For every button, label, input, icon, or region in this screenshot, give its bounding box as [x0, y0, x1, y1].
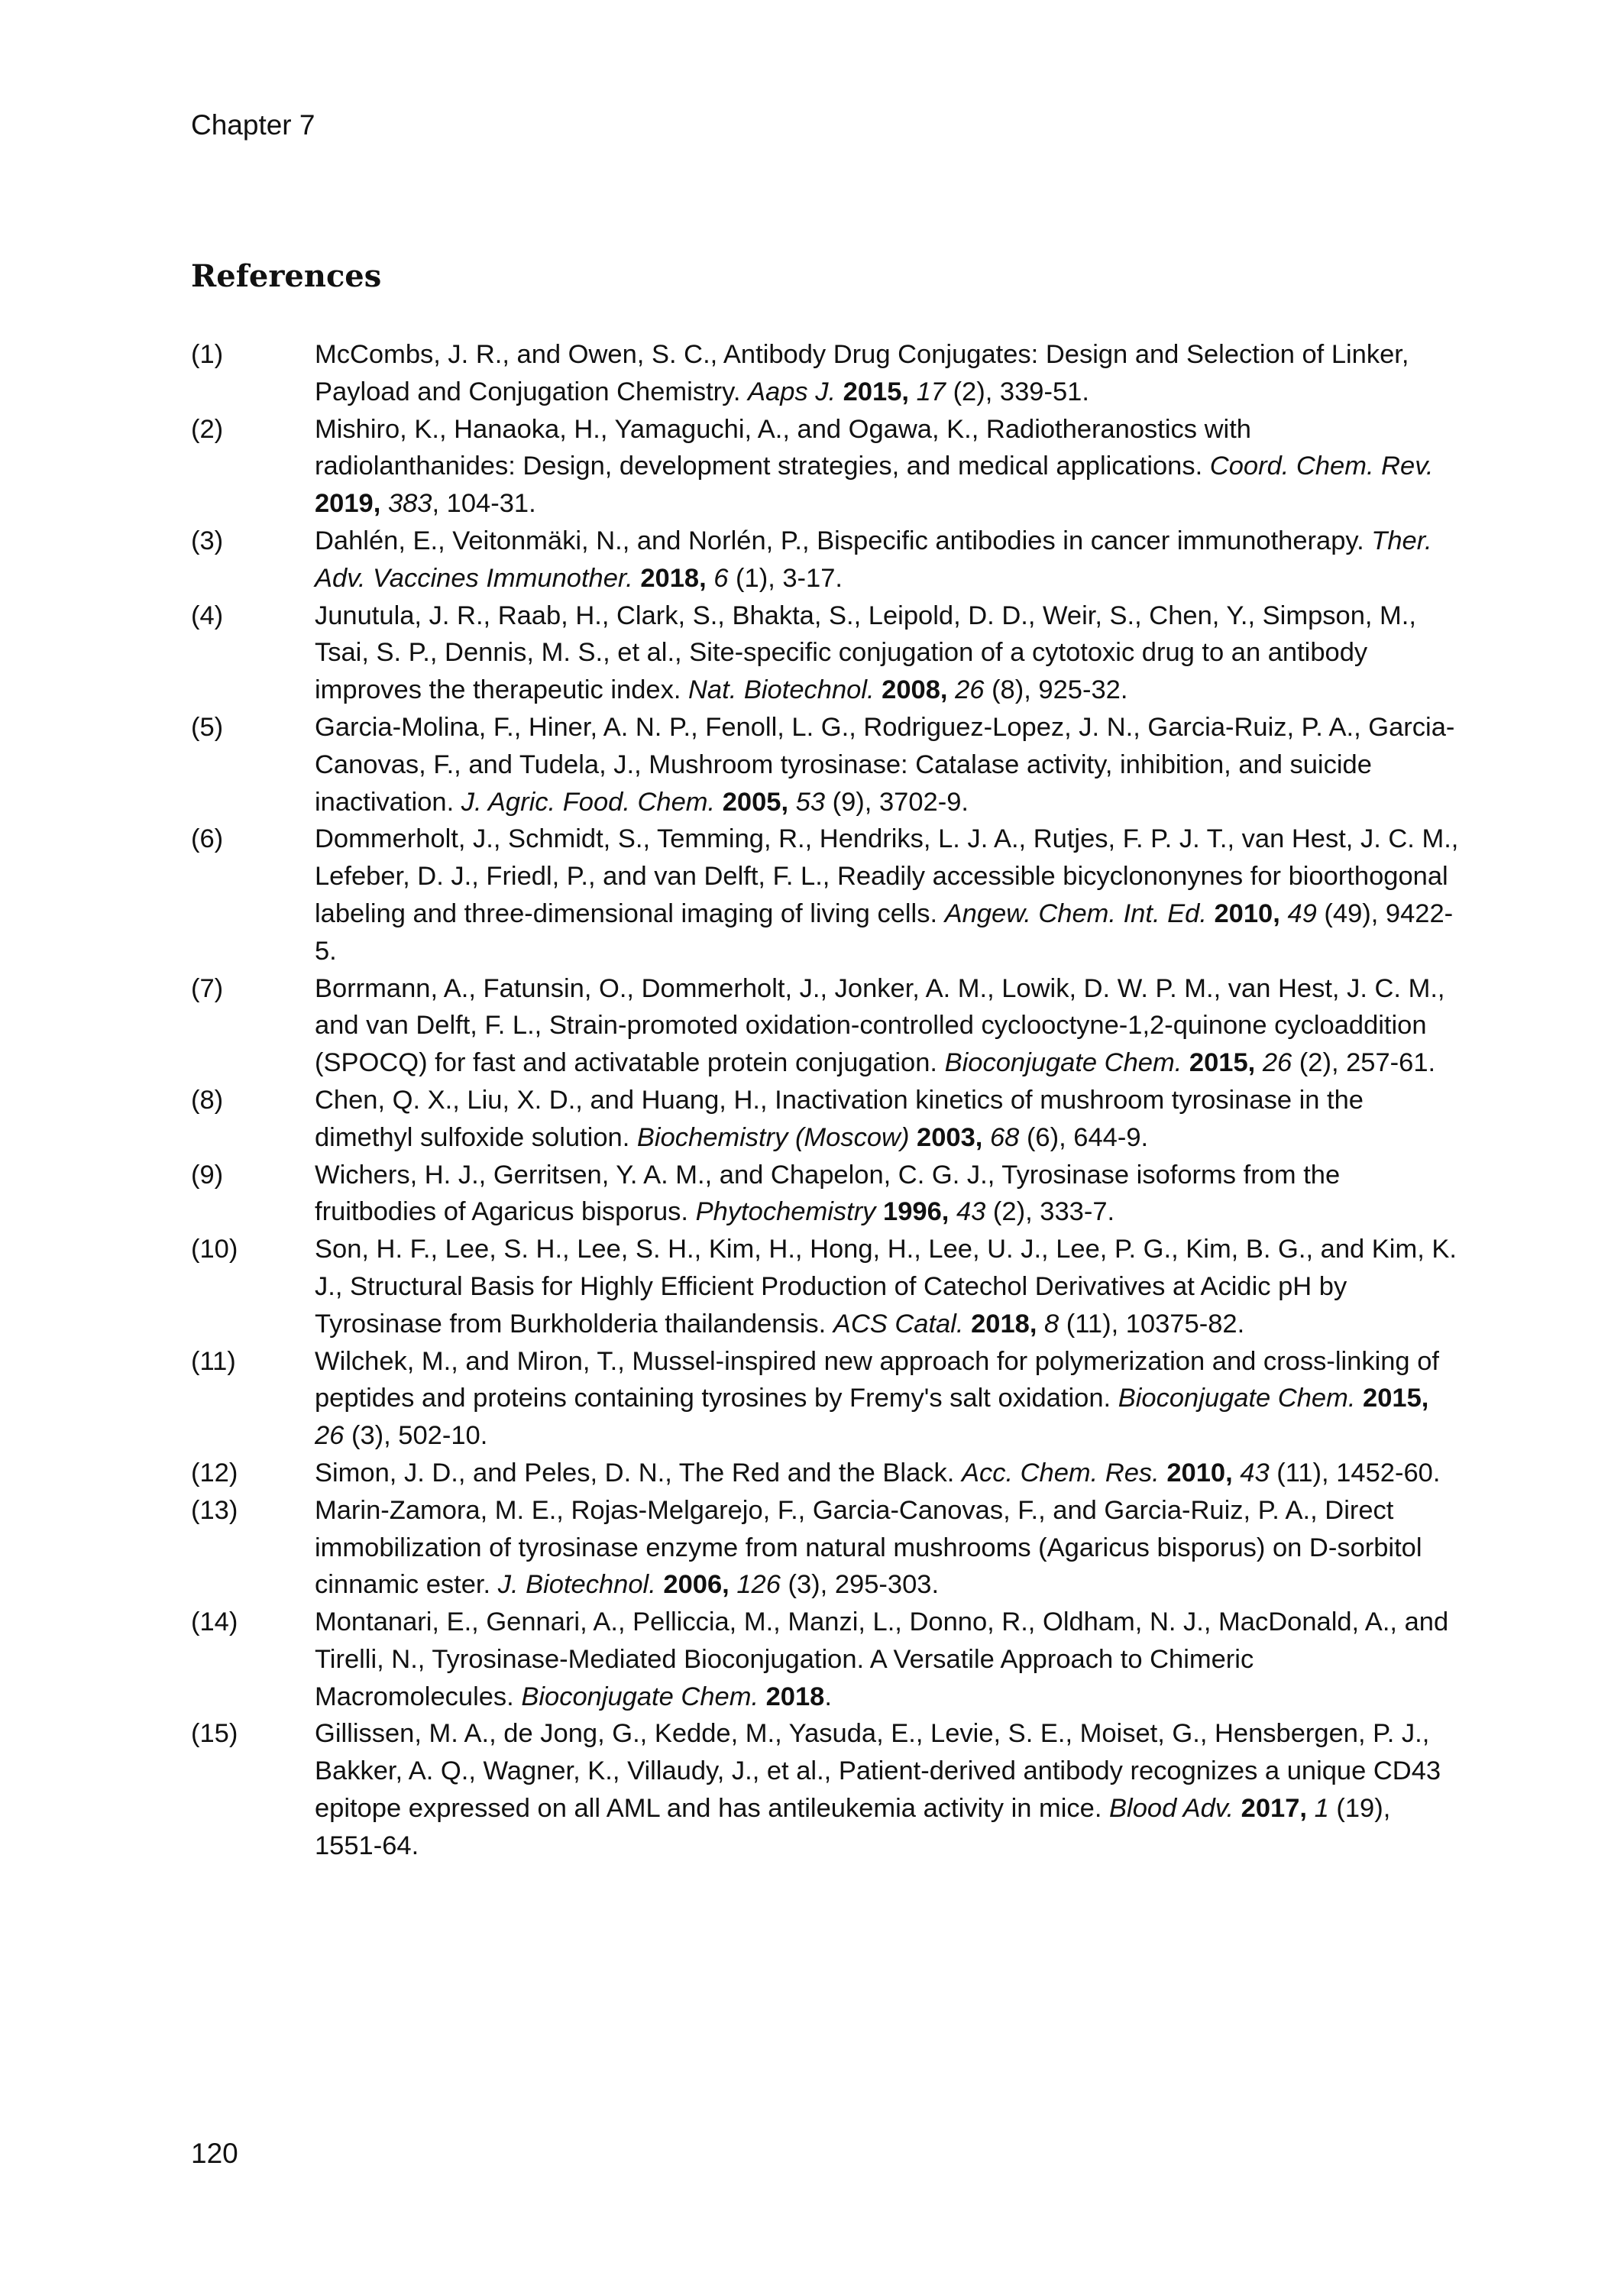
- reference-item: [191, 970, 1459, 1082]
- reference-item: [191, 1157, 1459, 1232]
- reference-item: [191, 1343, 1459, 1455]
- reference-segment: [788, 788, 796, 817]
- reference-text: [315, 411, 1459, 523]
- reference-number: (15): [191, 1719, 238, 1749]
- reference-segment: Simon, J. D., and Peles, D. N., The Red and the Black.: [315, 1458, 962, 1488]
- reference-number: (12): [191, 1458, 238, 1488]
- reference-segment: (1), 3-17.: [728, 563, 843, 593]
- reference-italic-segment: Bioconjugate Chem.: [521, 1682, 759, 1711]
- reference-text: [315, 1715, 1459, 1864]
- reference-text: [315, 1492, 1459, 1604]
- reference-italic-segment: Angew. Chem. Int. Ed.: [944, 898, 1207, 928]
- reference-number: (3): [191, 526, 224, 555]
- reference-item: [191, 1604, 1459, 1715]
- reference-segment: [1233, 1458, 1241, 1488]
- reference-bold-segment: 2018,: [971, 1309, 1037, 1339]
- reference-bold-segment: 2018,: [640, 563, 707, 593]
- reference-bold-segment: 1996,: [883, 1197, 949, 1227]
- reference-text: [315, 1157, 1459, 1232]
- reference-bold-segment: 2003,: [917, 1122, 983, 1152]
- reference-italic-segment: Acc. Chem. Res.: [961, 1458, 1160, 1488]
- reference-number: (2): [191, 414, 224, 444]
- reference-segment: (3), 502-10.: [344, 1421, 488, 1451]
- reference-segment: [909, 1123, 917, 1152]
- reference-italic-segment: 26: [955, 675, 985, 705]
- reference-segment: [964, 1309, 972, 1339]
- reference-item: [191, 336, 1459, 411]
- reference-text: [315, 523, 1459, 597]
- reference-italic-segment: 43: [956, 1197, 986, 1227]
- reference-segment: McCombs, J. R., and Owen, S. C., Antibody Drug Conjugates: Design and Selection of Linker, Payload and Conjugation Chemistry.: [315, 340, 1409, 406]
- reference-segment: [707, 564, 714, 593]
- reference-segment: [948, 675, 956, 704]
- reference-segment: [1037, 1309, 1044, 1339]
- reference-segment: [715, 788, 723, 817]
- reference-text: [315, 821, 1459, 970]
- reference-italic-segment: 43: [1240, 1458, 1270, 1488]
- reference-number: (9): [191, 1160, 224, 1190]
- reference-segment: (19), 1551-64.: [315, 1794, 1391, 1860]
- reference-segment: (3), 295-303.: [780, 1570, 940, 1600]
- reference-segment: [1182, 1048, 1189, 1077]
- reference-segment: [759, 1682, 766, 1711]
- reference-segment: Gillissen, M. A., de Jong, G., Kedde, M., Yasuda, E., Levie, S. E., Moiset, G., Hensbergen, P. J., Bakker, A. Q., Wagner, K., Villaudy, J., et al., Patient-derived antibody recognizes a unique CD43 epitope expressed on all AML and has antileukemia activity in mice.: [315, 1719, 1441, 1824]
- reference-text: [315, 597, 1459, 709]
- reference-italic-segment: 126: [736, 1570, 781, 1600]
- reference-italic-segment: 49: [1287, 898, 1317, 928]
- reference-segment: Marin-Zamora, M. E., Rojas-Melgarejo, F., Garcia-Canovas, F., and Garcia-Ruiz, P. A., Direct immobilization of tyrosinase enzyme from natural mushrooms (Agaricus bisporus) on D-sorbitol cinnamic ester.: [315, 1495, 1422, 1600]
- reference-segment: [1255, 1048, 1263, 1077]
- reference-item: [191, 1455, 1459, 1492]
- reference-number: (14): [191, 1607, 238, 1637]
- reference-segment: (2), 339-51.: [945, 377, 1089, 406]
- reference-italic-segment: 68: [989, 1122, 1020, 1152]
- reference-item: [191, 597, 1459, 709]
- reference-segment: Dommerholt, J., Schmidt, S., Temming, R., Hendriks, L. J. A., Rutjes, F. P. J. T., van Hest, J. C. M., Lefeber, D. J., Friedl, P., and van Delft, F. L., Readily accessible bicyclononynes for bioorthogonal labeling and three-dimensional imaging of living cells.: [315, 824, 1459, 928]
- reference-list: [191, 336, 1459, 1865]
- reference-segment: [730, 1570, 737, 1599]
- running-header: Chapter 7: [191, 109, 315, 141]
- reference-item: [191, 1082, 1459, 1157]
- reference-segment: [949, 1197, 956, 1226]
- reference-italic-segment: 17: [916, 377, 946, 406]
- reference-segment: Junutula, J. R., Raab, H., Clark, S., Bhakta, S., Leipold, D. D., Weir, S., Chen, Y., Simpson, M., Tsai, S. P., Dennis, M. S., et al., Site-specific conjugation of a cytotoxic drug to an antibody improves the therapeutic index.: [315, 601, 1416, 705]
- reference-italic-segment: 26: [1262, 1048, 1292, 1078]
- reference-bold-segment: 2010,: [1166, 1458, 1233, 1488]
- reference-italic-segment: Blood Adv.: [1109, 1794, 1234, 1824]
- reference-item: [191, 1231, 1459, 1342]
- reference-segment: Son, H. F., Lee, S. H., Lee, S. H., Kim, H., Hong, H., Lee, U. J., Lee, P. G., Kim, B. G., and Kim, K. J., Structural Basis for Highly Efficient Production of Catechol Derivatives at Acidic pH by Tyrosinase from Burkholderia thailandensis.: [315, 1235, 1457, 1339]
- reference-segment: (9), 3702-9.: [825, 787, 969, 817]
- reference-segment: Borrmann, A., Fatunsin, O., Dommerholt, J., Jonker, A. M., Lowik, D. W. P. M., van Hest, J. C. M., and van Delft, F. L., Strain-promoted oxidation-controlled cyclooctyne-1,2-quinone cycloaddition (SPOCQ) for fast and activatable protein conjugation.: [315, 973, 1445, 1078]
- reference-number: (11): [191, 1346, 236, 1376]
- reference-segment: , 104-31.: [432, 489, 536, 519]
- reference-segment: (11), 10375-82.: [1059, 1309, 1245, 1339]
- reference-italic-segment: Coord. Chem. Rev.: [1209, 452, 1434, 481]
- reference-italic-segment: Bioconjugate Chem.: [1118, 1384, 1356, 1413]
- reference-italic-segment: 8: [1044, 1309, 1059, 1339]
- reference-text: [315, 1231, 1459, 1342]
- reference-segment: [1234, 1794, 1241, 1823]
- reference-number: (13): [191, 1495, 238, 1525]
- page-number: 120: [191, 2138, 238, 2169]
- reference-italic-segment: Bioconjugate Chem.: [944, 1048, 1182, 1078]
- reference-text: [315, 970, 1459, 1082]
- reference-item: [191, 523, 1459, 597]
- reference-italic-segment: 26: [315, 1421, 345, 1451]
- reference-number: (1): [191, 340, 224, 369]
- reference-item: [191, 411, 1459, 523]
- reference-segment: [836, 377, 843, 406]
- reference-segment: [1207, 899, 1215, 928]
- reference-italic-segment: Nat. Biotechnol.: [688, 675, 875, 705]
- reference-segment: [633, 564, 641, 593]
- reference-segment: [875, 675, 882, 704]
- reference-bold-segment: 2019,: [315, 489, 381, 519]
- reference-italic-segment: Ther. Adv. Vaccines Immunother.: [315, 526, 1432, 593]
- reference-item: [191, 1492, 1459, 1604]
- reference-segment: Montanari, E., Gennari, A., Pelliccia, M., Manzi, L., Donno, R., Oldham, N. J., MacDonald, A., and Tirelli, N., Tyrosinase-Mediated Bioconjugation. A Versatile Approach to Chimeric Macromolecules.: [315, 1607, 1449, 1711]
- reference-number: (6): [191, 824, 224, 854]
- reference-italic-segment: J. Biotechnol.: [497, 1570, 656, 1600]
- reference-segment: (11), 1452-60.: [1269, 1458, 1441, 1488]
- reference-bold-segment: 2005,: [722, 787, 789, 817]
- reference-bold-segment: 2017,: [1241, 1794, 1308, 1824]
- reference-number: (7): [191, 973, 224, 1003]
- reference-segment: (49), 9422-5.: [315, 898, 1454, 966]
- reference-segment: (2), 257-61.: [1292, 1048, 1436, 1078]
- reference-segment: Garcia-Molina, F., Hiner, A. N. P., Fenoll, L. G., Rodriguez-Lopez, J. N., Garcia-Ruiz, P. A., Garcia-Canovas, F., and Tudela, J., Mushroom tyrosinase: Catalase activity, inhibition, and suicide inactivation.: [315, 712, 1455, 817]
- reference-segment: Chen, Q. X., Liu, X. D., and Huang, H., Inactivation kinetics of mushroom tyrosinase in the dimethyl sulfoxide solution.: [315, 1085, 1364, 1152]
- reference-number: (8): [191, 1085, 224, 1115]
- reference-italic-segment: ACS Catal.: [833, 1309, 964, 1339]
- reference-segment: [909, 377, 917, 406]
- reference-italic-segment: Aaps J.: [748, 377, 836, 406]
- reference-bold-segment: 2015,: [1363, 1384, 1429, 1413]
- reference-bold-segment: 2015,: [843, 377, 910, 406]
- reference-text: [315, 336, 1459, 411]
- reference-segment: (6), 644-9.: [1019, 1122, 1149, 1152]
- reference-number: (4): [191, 601, 224, 630]
- reference-number: (10): [191, 1235, 238, 1264]
- reference-segment: [875, 1197, 883, 1226]
- reference-item: [191, 709, 1459, 821]
- reference-segment: Wichers, H. J., Gerritsen, Y. A. M., and Chapelon, C. G. J., Tyrosinase isoforms from the fruitbodies of Agaricus bisporus.: [315, 1160, 1341, 1227]
- reference-text: [315, 1082, 1459, 1157]
- reference-segment: [1280, 899, 1288, 928]
- reference-segment: [380, 489, 388, 518]
- reference-item: [191, 821, 1459, 970]
- reference-item: [191, 1715, 1459, 1864]
- reference-segment: [1160, 1458, 1167, 1488]
- reference-bold-segment: 2006,: [663, 1570, 730, 1600]
- reference-segment: Wilchek, M., and Miron, T., Mussel-inspired new approach for polymerization and cross-linking of peptides and proteins containing tyrosines by Fremy's salt oxidation.: [315, 1346, 1439, 1413]
- reference-segment: [1307, 1794, 1315, 1823]
- reference-text: [315, 709, 1459, 821]
- reference-italic-segment: 1: [1314, 1794, 1329, 1824]
- reference-text: [315, 1455, 1459, 1492]
- reference-bold-segment: 2010,: [1214, 898, 1280, 928]
- reference-italic-segment: Phytochemistry: [695, 1197, 876, 1227]
- reference-bold-segment: 2018: [765, 1682, 825, 1711]
- reference-segment: [982, 1123, 990, 1152]
- reference-segment: (2), 333-7.: [985, 1197, 1115, 1227]
- reference-bold-segment: 2015,: [1189, 1048, 1256, 1078]
- reference-italic-segment: 6: [713, 563, 729, 593]
- reference-segment: [656, 1570, 664, 1599]
- reference-segment: [1355, 1384, 1363, 1413]
- reference-text: [315, 1343, 1459, 1455]
- reference-segment: Dahlén, E., Veitonmäki, N., and Norlén, P., Bispecific antibodies in cancer immunotherapy.: [315, 526, 1372, 555]
- reference-segment: (8), 925-32.: [984, 675, 1128, 705]
- reference-italic-segment: 383: [387, 489, 432, 519]
- reference-italic-segment: Biochemistry (Moscow): [636, 1122, 910, 1152]
- reference-italic-segment: 53: [795, 787, 826, 817]
- reference-text: [315, 1604, 1459, 1715]
- section-title: References: [191, 258, 382, 294]
- reference-segment: Mishiro, K., Hanaoka, H., Yamaguchi, A., and Ogawa, K., Radiotheranostics with radiolanthanides: Design, development strategies, and medical applications.: [315, 414, 1251, 481]
- reference-bold-segment: 2008,: [882, 675, 948, 705]
- reference-italic-segment: J. Agric. Food. Chem.: [461, 787, 716, 817]
- reference-segment: .: [824, 1682, 832, 1711]
- reference-number: (5): [191, 712, 224, 742]
